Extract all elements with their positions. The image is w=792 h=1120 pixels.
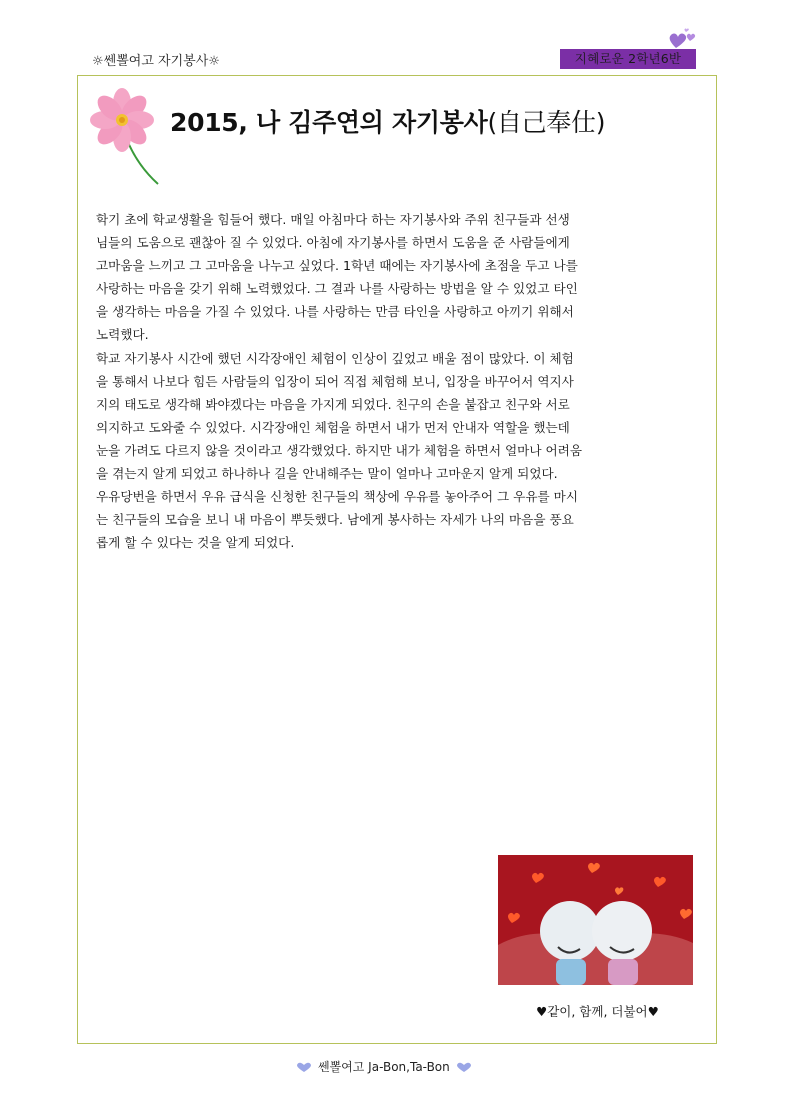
essay-paragraph-1: 학기 초에 학교생활을 힘들어 했다. 매일 아침마다 하는 자기봉사와 주위 친구들과 선생 님들의 도움으로 괜찮아 질 수 있었다. 아침에 자기봉사를 하면서 도움을 준 사람들에게 고마움을 느끼고 그 고마움을 나누고 싶었다. 1학년 때에는 자기봉사에 초점을 두고 나를 사랑하는 마음을 갖기 위해 노력했었다. 그 결과 나를 사랑하는 방법을 알 수 있었고 타인 을 생각하는 마음을 가질 수 있었다. 나를 사랑하는 만큼 타인을 사랑하고 아끼기 위해서 노력했다. (96, 212, 578, 343)
image-caption: ♥같이, 함께, 더불어♥ (536, 1004, 659, 1019)
essay-paragraph-2: 학교 자기봉사 시간에 했던 시각장애인 체험이 인상이 깊었고 배울 점이 많았다. 이 체험 을 통해서 나보다 힘든 사람들의 입장이 되어 직접 체험해 보니, 입장을 바꾸어서 역지사 지의 태도로 생각해 봐야겠다는 마음을 가지게 되었다. 친구의 손을 붙잡고 친구와 서로 의지하고 도와줄 수 있었다. 시각장애인 체험을 하면서 내가 먼저 안내자 역할을 했는데 눈을 가려도 다르지 않을 것이라고 생각했었다. 하지만 내가 체험을 하면서 얼마나 어려움 을 겪는지 알게 되었고 하나하나 길을 안내해주는 말이 얼마나 고마운지 알게 되었다. (96, 350, 582, 482)
heart-footer-icon (296, 1061, 312, 1073)
header-class-badge: 지혜로운 2학년6반 (560, 49, 696, 69)
heart-corner-icon (668, 28, 698, 52)
essay-body (96, 208, 668, 554)
cosmos-flower-icon (88, 86, 164, 188)
header-school-label: ☼쎈뽈여고 자기봉사☼ (92, 54, 220, 69)
essay-paragraph-3: 우유당번을 하면서 우유 급식을 신청한 친구들의 책상에 우유를 놓아주어 그 우유를 마시 는 친구들의 모습을 보니 내 마음이 뿌듯했다. 남에게 봉사하는 자세가 나의 마음을 풍요 롭게 할 수 있다는 것을 알게 되었다. (96, 489, 578, 551)
heart-footer-icon (456, 1061, 472, 1073)
title-hanja: (自己奉仕) (487, 108, 606, 137)
together-illustration (498, 855, 693, 985)
page-footer (296, 1058, 472, 1075)
title-main: 2015, 나 김주연의 자기봉사 (170, 108, 488, 137)
footer-label: 쎈뽈여고 Ja-Bon,Ta-Bon (318, 1060, 450, 1074)
page-title (170, 103, 605, 139)
